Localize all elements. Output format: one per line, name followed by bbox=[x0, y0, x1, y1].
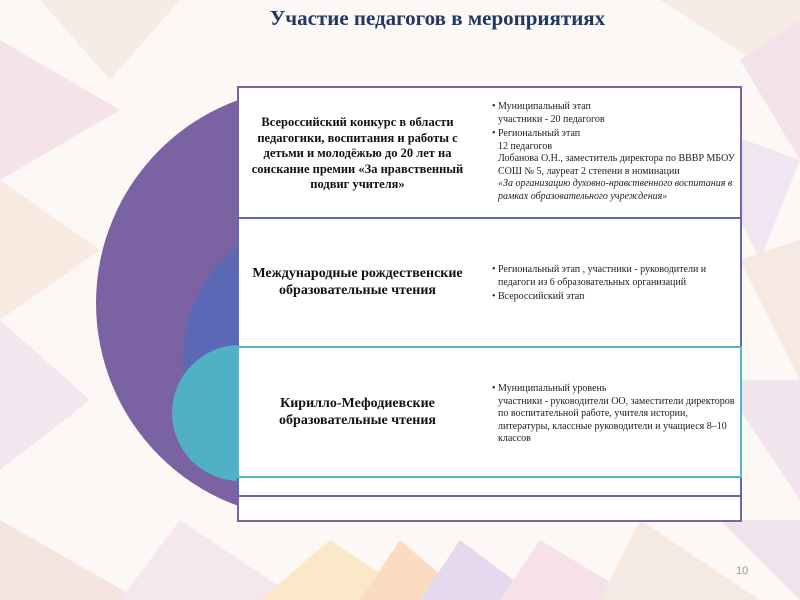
row-1-bullet-2-sub-2: Лобанова О.Н., заместитель директора по ВВВР МБОУ СОШ № 5, лауреат 2 степени в номинации bbox=[498, 153, 735, 177]
row-2-title: Международные рождественские образовательные чтения bbox=[252, 266, 463, 298]
row-2-bullet-2: • Всероссийский этап bbox=[490, 291, 740, 304]
row-3-title: Кирилло-Мефодиевские образовательные чтения bbox=[279, 396, 436, 428]
slide-title: Участие педагогов в мероприятиях bbox=[269, 6, 606, 30]
row-1-bullet-1: • Муниципальный этап bbox=[490, 101, 740, 114]
row-1-title: Всероссийский конкурс в области педагогики, воспитания и работы с детьми и молодёжью до 20 лет на соискание премии «За нравственный подвиг учителя» bbox=[251, 114, 464, 192]
row-2-bullet-1: • Региональный этап , участники - руководители и педагоги из 6 образовательных организаций bbox=[490, 264, 740, 289]
row-1-bullet-2-sub-3: «За организацию духовно-нравственного воспитания в рамках образовательного учреждения» bbox=[498, 178, 733, 202]
row-2-details bbox=[490, 264, 740, 304]
row-1-bullet-2: • Региональный этап bbox=[490, 128, 740, 141]
row-1-bullet-2-sub-1: 12 педагогов bbox=[498, 140, 553, 152]
row-1-bullet-1-sub: участники - 20 педагогов bbox=[498, 113, 605, 125]
row-3-bullet-1: • Муниципальный уровень bbox=[490, 383, 740, 396]
row-1-details bbox=[490, 101, 740, 203]
row-3-bullet-1-sub: участники - руководители ОО, заместители директоров по воспитательной работе, учителя истории, литературы, классные руководители и учащиеся 8–10 классов bbox=[498, 395, 735, 444]
page-number: 10 bbox=[736, 565, 749, 577]
row-3-details bbox=[490, 383, 740, 446]
